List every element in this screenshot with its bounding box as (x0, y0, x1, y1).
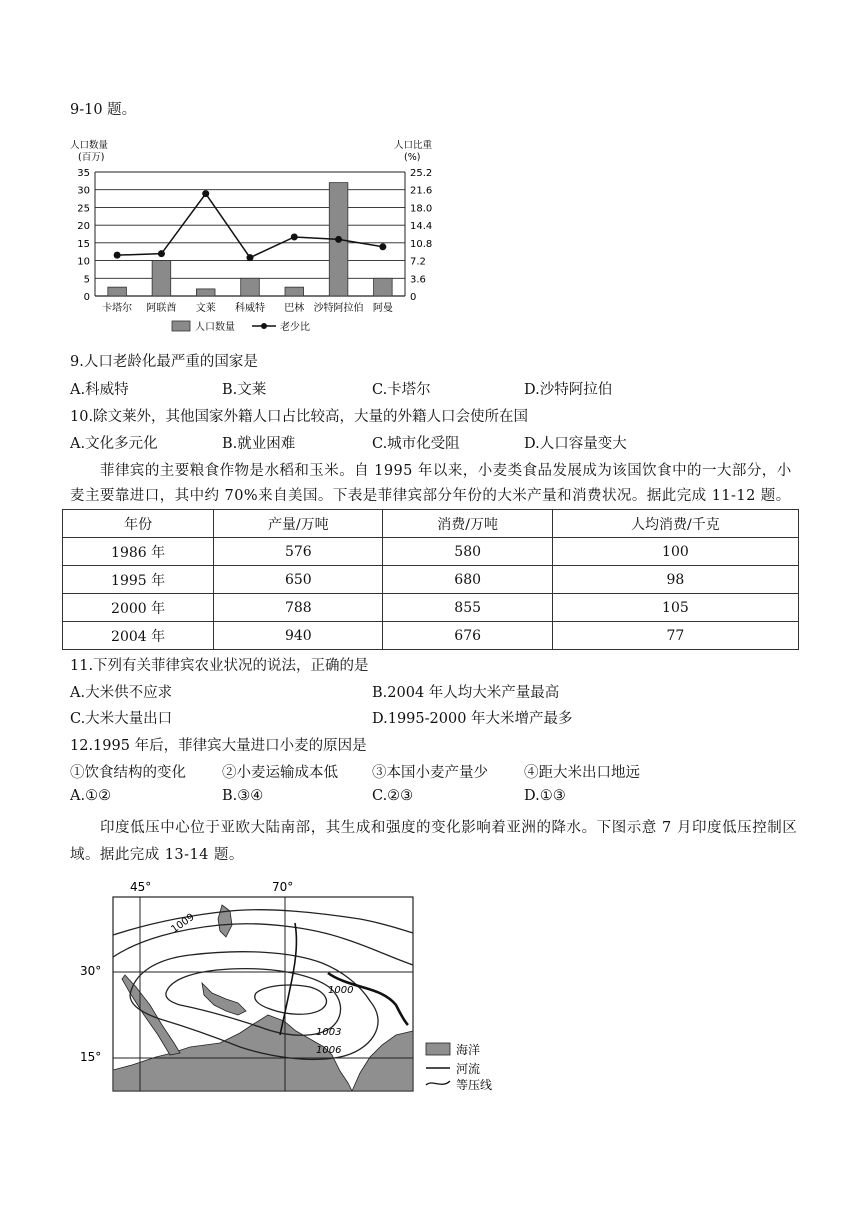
table-cell: 650 (214, 566, 383, 594)
bar-文莱 (196, 289, 215, 296)
q9-option-c[interactable]: C.卡塔尔 (372, 382, 431, 398)
aging-point-科威特 (247, 254, 254, 261)
legend-line-dot (261, 323, 267, 329)
isobar-label-1003: 1003 (316, 1027, 342, 1038)
table-header-row (63, 510, 799, 538)
q12-statement-1: ①饮食结构的变化 (70, 765, 186, 781)
table-header: 产量/万吨 (214, 510, 383, 538)
y-right-tick-label: 25.2 (410, 168, 433, 179)
table-header: 年份 (63, 510, 214, 538)
table-cell: 1986 年 (63, 538, 214, 566)
aging-point-沙特阿拉伯 (335, 236, 342, 243)
y-right-tick-label: 7.2 (410, 256, 426, 268)
q12-statement-4: ④距大米出口地远 (524, 765, 640, 781)
table-cell: 77 (552, 622, 798, 650)
legend-bar-label: 人口数量 (195, 322, 235, 333)
passage2-line1: 菲律宾的主要粮食作物是水稻和玉米。自 1995 年以来，小麦类食品发展成为该国饮食中的一大部分，小 (100, 463, 792, 479)
y-left-tick-label: 30 (77, 185, 90, 197)
table-cell: 2004 年 (63, 622, 214, 650)
y-left-tick-label: 10 (77, 256, 90, 268)
table-cell: 676 (383, 622, 552, 650)
category-label: 阿联酋 (146, 303, 177, 314)
isobar-label-1009: 1009 (169, 911, 197, 936)
q11-stem: 11.下列有关菲律宾农业状况的说法，正确的是 (70, 658, 369, 674)
legend-ocean-swatch (426, 1043, 450, 1055)
table-header: 消费/万吨 (383, 510, 552, 538)
population-chart (62, 135, 452, 340)
q9-option-d[interactable]: D.沙特阿拉伯 (524, 382, 613, 398)
q10-option-d[interactable]: D.人口容量变大 (524, 436, 627, 452)
aging-point-卡塔尔 (114, 252, 121, 259)
table-cell: 788 (214, 594, 383, 622)
legend-river-label: 河流 (456, 1062, 481, 1076)
table-cell: 855 (383, 594, 552, 622)
category-label: 阿曼 (372, 303, 393, 314)
bar-阿曼 (374, 278, 393, 296)
q12-statement-3: ③本国小麦产量少 (372, 765, 488, 781)
legend-isobar-swatch (426, 1081, 450, 1085)
category-label: 文莱 (195, 303, 216, 314)
q9-option-b[interactable]: B.文莱 (222, 382, 267, 398)
table-cell: 580 (383, 538, 552, 566)
intro-tail: 9-10 题。 (70, 102, 137, 118)
q10-option-a[interactable]: A.文化多元化 (70, 436, 158, 452)
q11-option-c[interactable]: C.大米大量出口 (70, 711, 173, 727)
table-row (63, 594, 799, 622)
lon-45-label: 45° (130, 880, 152, 894)
passage3-line1: 印度低压中心位于亚欧大陆南部，其生成和强度的变化影响着亚洲的降水。下图示意 7 月印度低压控制区 (100, 820, 798, 836)
isobar-label-1000: 1000 (328, 985, 354, 996)
y-left-tick-label: 25 (77, 203, 90, 215)
passage2-line2: 麦主要靠进口，其中约 70%来自美国。下表是菲律宾部分年份的大米产量和消费状况。据此完成 11-12 题。 (70, 488, 791, 504)
table-cell: 100 (552, 538, 798, 566)
table-row (63, 538, 799, 566)
q9-stem: 9.人口老龄化最严重的国家是 (70, 354, 258, 370)
y-left-tick-label: 5 (83, 274, 90, 286)
aging-point-阿联酋 (158, 250, 165, 257)
passage3-line2: 域。据此完成 13-14 题。 (70, 847, 244, 863)
y-right-tick-label: 3.6 (410, 274, 426, 286)
aging-point-阿曼 (379, 243, 386, 250)
aging-point-巴林 (291, 233, 298, 240)
q12-stem: 12.1995 年后，菲律宾大量进口小麦的原因是 (70, 738, 367, 754)
category-label: 巴林 (284, 303, 305, 314)
bar-卡塔尔 (108, 287, 127, 296)
legend-ocean-label: 海洋 (456, 1043, 481, 1057)
table-cell: 98 (552, 566, 798, 594)
lat-15-label: 15° (80, 1050, 102, 1064)
chart-right-label-1: 人口比重 (394, 140, 433, 151)
legend-isobar-label: 等压线 (456, 1078, 493, 1092)
q12-option-d[interactable]: D.①③ (524, 788, 566, 804)
table-cell: 2000 年 (63, 594, 214, 622)
q10-option-b[interactable]: B.就业困难 (222, 436, 296, 452)
y-right-tick-label: 14.4 (410, 221, 433, 233)
y-right-tick-label: 18.0 (410, 203, 433, 215)
bar-阿联酋 (152, 261, 171, 296)
category-label: 卡塔尔 (102, 303, 133, 314)
bar-巴林 (285, 287, 304, 296)
q10-stem: 10.除文莱外，其他国家外籍人口占比较高，大量的外籍人口会使所在国 (70, 409, 529, 425)
bar-科威特 (241, 278, 260, 296)
table-header: 人均消费/千克 (552, 510, 798, 538)
y-left-tick-label: 20 (77, 221, 90, 233)
table-cell: 105 (552, 594, 798, 622)
q12-option-b[interactable]: B.③④ (222, 788, 264, 804)
table-row (63, 622, 799, 650)
q12-option-c[interactable]: C.②③ (372, 788, 414, 804)
q11-option-b[interactable]: B.2004 年人均大米产量最高 (372, 685, 560, 701)
legend-bar-swatch (172, 321, 190, 331)
q9-option-a[interactable]: A.科威特 (70, 382, 129, 398)
y-right-tick-label: 0 (410, 292, 417, 303)
y-right-tick-label: 21.6 (410, 185, 433, 197)
rice-table (62, 509, 799, 650)
lat-30-label: 30° (80, 964, 102, 978)
table-cell: 1995 年 (63, 566, 214, 594)
q12-option-a[interactable]: A.①② (70, 788, 112, 804)
y-left-tick-label: 35 (77, 168, 90, 179)
y-left-tick-label: 15 (77, 238, 90, 250)
aging-point-文莱 (202, 190, 209, 197)
table-row (63, 566, 799, 594)
chart-right-label-2: (%) (404, 152, 421, 163)
q11-option-d[interactable]: D.1995-2000 年大米增产最多 (372, 711, 573, 727)
category-label: 科威特 (235, 303, 265, 314)
table-cell: 940 (214, 622, 383, 650)
category-label: 沙特阿拉伯 (313, 303, 364, 314)
chart-left-label-2: (百万) (78, 152, 105, 163)
isobar-label-1006: 1006 (316, 1045, 342, 1056)
q11-option-a[interactable]: A.大米供不应求 (70, 685, 173, 701)
table-cell: 576 (214, 538, 383, 566)
lon-70-label: 70° (272, 880, 294, 894)
y-right-tick-label: 10.8 (410, 238, 433, 250)
chart-left-label-1: 人口数量 (70, 140, 109, 151)
q10-option-c[interactable]: C.城市化受阻 (372, 436, 460, 452)
legend-line-label: 老少比 (280, 322, 310, 333)
q12-statement-2: ②小麦运输成本低 (222, 765, 338, 781)
table-cell: 680 (383, 566, 552, 594)
y-left-tick-label: 0 (83, 292, 90, 303)
india-low-map (70, 875, 510, 1100)
